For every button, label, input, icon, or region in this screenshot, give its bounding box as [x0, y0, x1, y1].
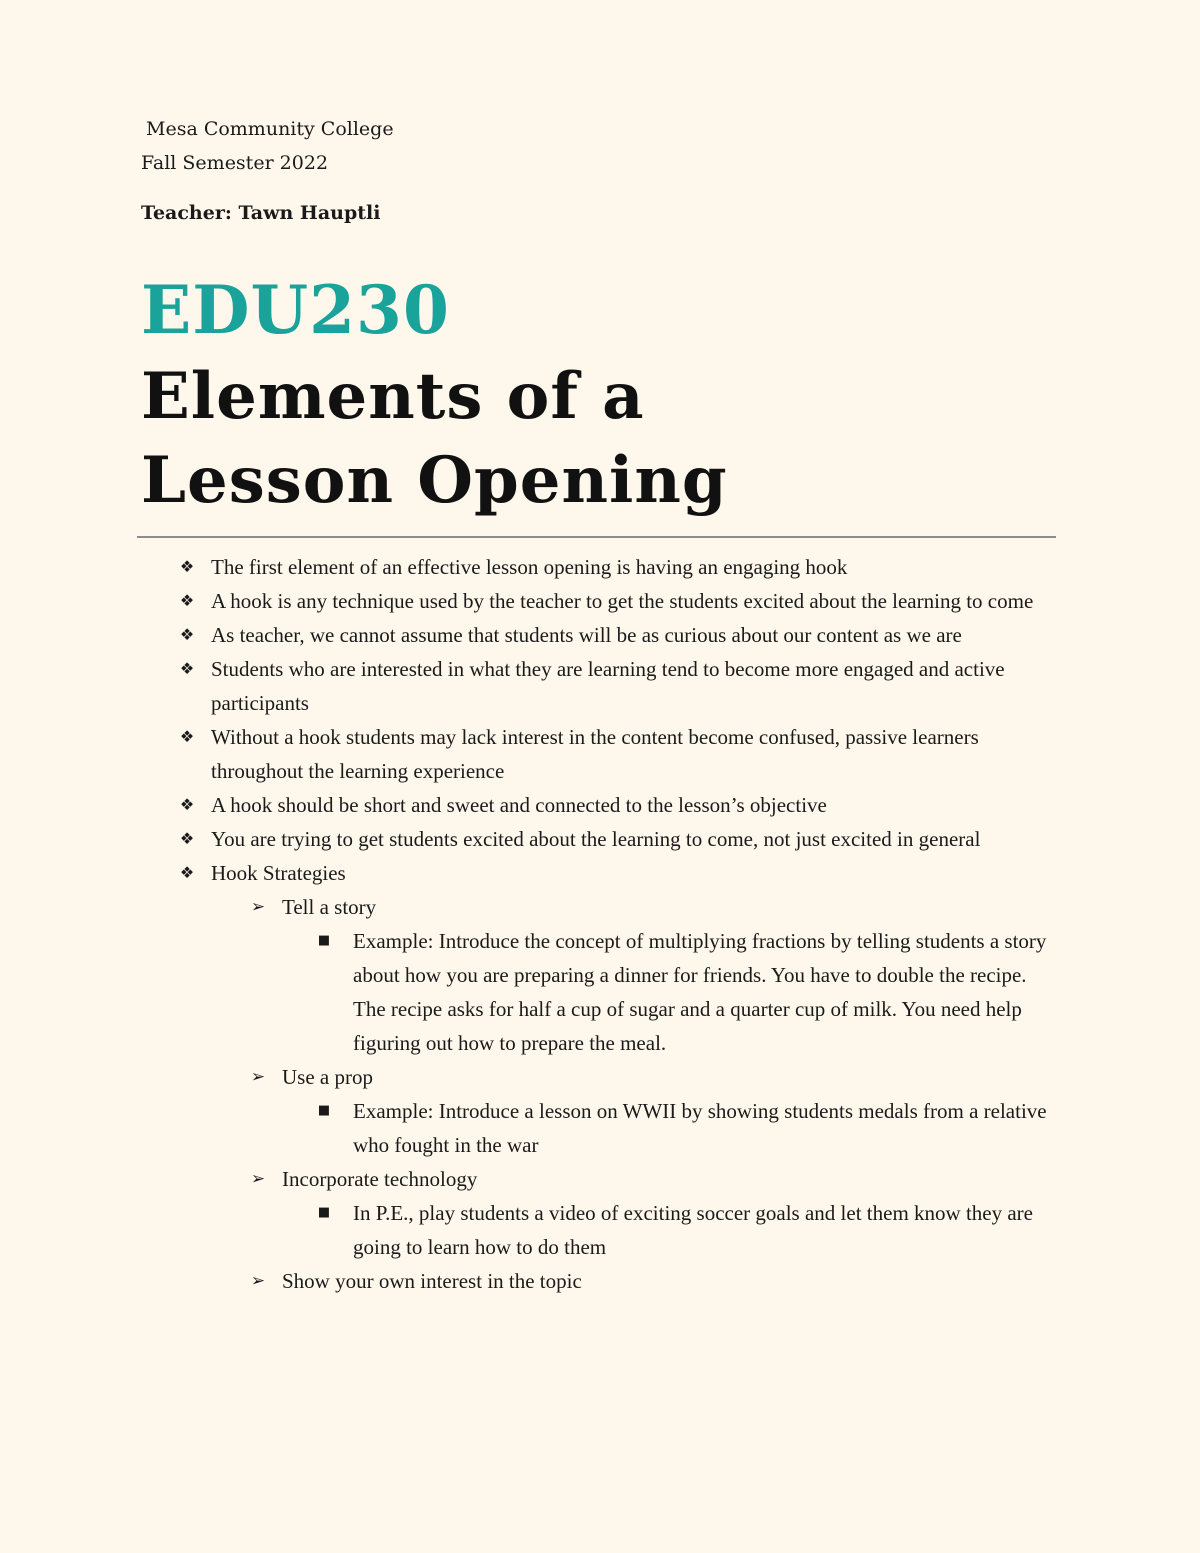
- list-item-text: You are trying to get students excited about the learning to come, not just excited in general: [211, 827, 981, 851]
- diamond-bullet-icon: ❖: [179, 829, 195, 848]
- diamond-bullet-icon: ❖: [179, 863, 195, 882]
- list-item-text: Hook Strategies: [211, 861, 346, 885]
- strategy-item: [0, 1162, 1072, 1196]
- list-item-text: The first element of an effective lesson opening is having an engaging hook: [211, 555, 848, 579]
- course-code: EDU230: [141, 271, 450, 349]
- diamond-bullet-icon: ❖: [179, 557, 195, 576]
- list-item: [0, 652, 1071, 720]
- college-name: Mesa Community College: [146, 118, 394, 140]
- list-item: [0, 822, 1071, 856]
- strategy-item: [0, 1264, 1072, 1298]
- example-text: In P.E., play students a video of exciting soccer goals and let them know they are going to learn how to do them: [353, 1201, 1033, 1259]
- diamond-bullet-icon: ❖: [179, 659, 195, 678]
- horizontal-divider: [137, 536, 1056, 538]
- list-item-text: A hook should be short and sweet and connected to the lesson’s objective: [211, 793, 827, 817]
- arrowhead-bullet-icon: ➢: [250, 1067, 266, 1087]
- diamond-bullet-icon: ❖: [179, 727, 195, 746]
- diamond-bullet-icon: ❖: [179, 625, 195, 644]
- diamond-bullet-icon: ❖: [179, 795, 195, 814]
- list-item: [0, 618, 1071, 652]
- list-item: [0, 584, 1071, 618]
- square-bullet-icon: ■: [317, 1205, 331, 1220]
- example-item: [0, 1094, 1063, 1162]
- example-text: Example: Introduce a lesson on WWII by showing students medals from a relative who fought in the war: [353, 1099, 1047, 1157]
- square-bullet-icon: ■: [317, 1103, 331, 1118]
- strategy-item: [0, 1060, 1072, 1094]
- example-item: [0, 924, 1063, 1060]
- page-title: Elements of a Lesson Opening: [141, 359, 728, 518]
- list-item: [0, 720, 1071, 788]
- list-item: [0, 788, 1071, 822]
- example-text: Example: Introduce the concept of multiplying fractions by telling students a story about how you are preparing a dinner for friends. You have to double the recipe. The recipe asks for half a cup of sugar and a quarter cup of milk. You need help figuring out how to prepare the meal.: [353, 929, 1047, 1055]
- diamond-bullet-icon: ❖: [179, 591, 195, 610]
- list-item-hook-strategies: [0, 856, 1071, 890]
- arrowhead-bullet-icon: ➢: [250, 897, 266, 917]
- semester: Fall Semester 2022: [141, 152, 329, 174]
- arrowhead-bullet-icon: ➢: [250, 1271, 266, 1291]
- square-bullet-icon: ■: [317, 933, 331, 948]
- document-header: [141, 112, 394, 180]
- bullet-list: [0, 550, 1200, 1298]
- example-item: [0, 1196, 1063, 1264]
- strategy-item: [0, 890, 1072, 924]
- list-item-text: Students who are interested in what they are learning tend to become more engaged and active participants: [211, 657, 1005, 715]
- teacher-name: Teacher: Tawn Hauptli: [141, 202, 381, 224]
- strategy-text: Show your own interest in the topic: [282, 1269, 582, 1293]
- arrowhead-bullet-icon: ➢: [250, 1169, 266, 1189]
- list-item-text: Without a hook students may lack interest in the content become confused, passive learners throughout the learning experience: [211, 725, 979, 783]
- list-item-text: As teacher, we cannot assume that students will be as curious about our content as we are: [211, 623, 962, 647]
- strategy-text: Tell a story: [282, 895, 377, 919]
- list-item-text: A hook is any technique used by the teacher to get the students excited about the learning to come: [211, 589, 1034, 613]
- strategy-text: Incorporate technology: [282, 1167, 478, 1191]
- list-item: [0, 550, 1071, 584]
- strategy-text: Use a prop: [282, 1065, 373, 1089]
